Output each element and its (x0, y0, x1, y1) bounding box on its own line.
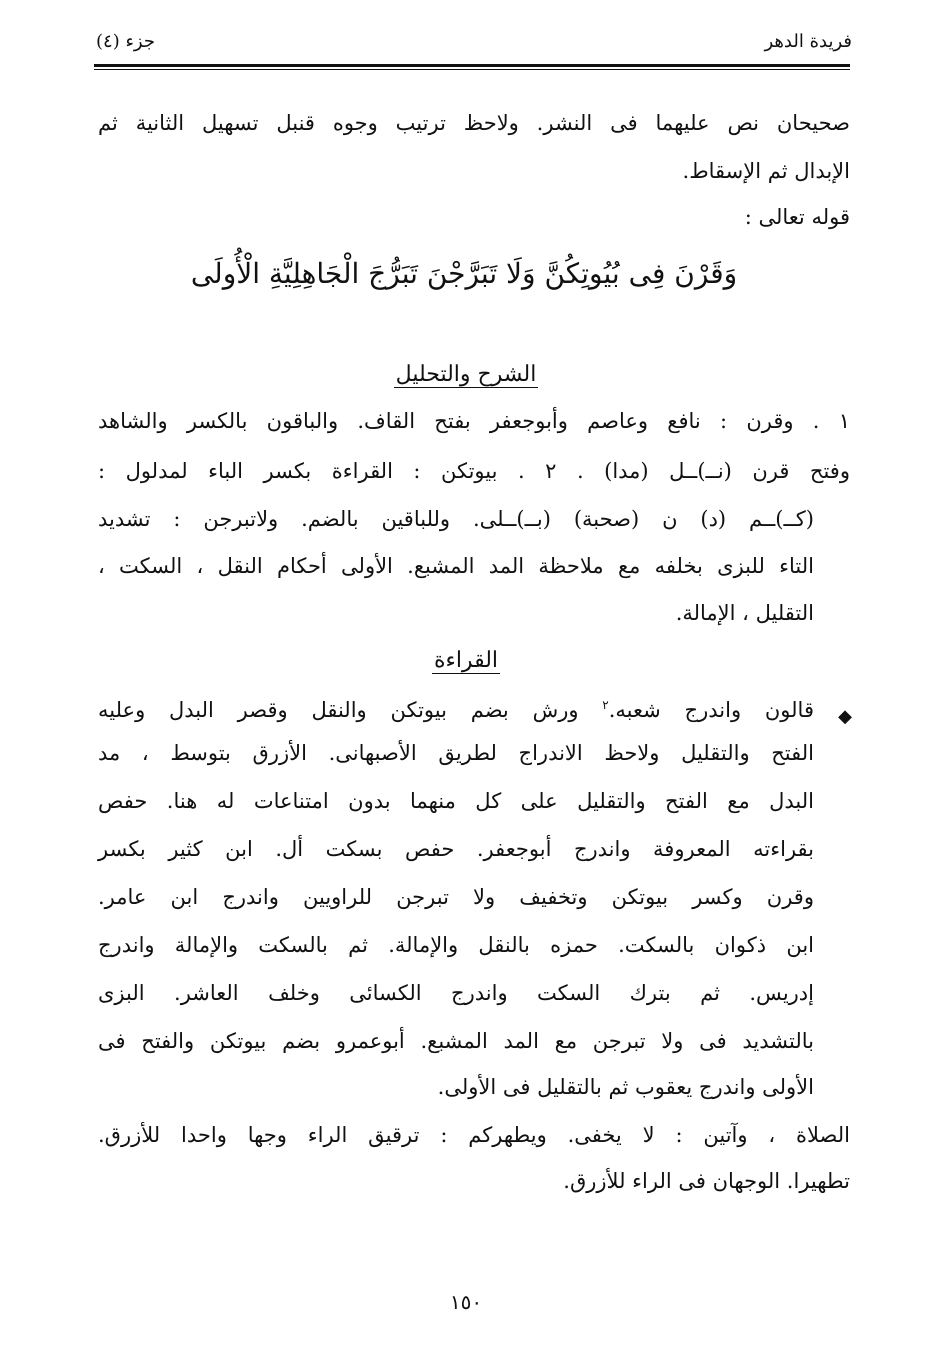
analysis-line: التاء للبزى بخلفه مع ملاحظة المد المشبع. الأولى أحكام النقل ، السكت ، (98, 554, 814, 578)
reading-line: بالتشديد فى ولا تبرجن مع المد المشبع. أبوعمرو بضم بيوتكن والفتح فى (98, 1029, 814, 1053)
section-title-reading-text: القراءة (433, 648, 499, 673)
reading-line: وقرن وكسر بيوتكن وتخفيف ولا تبرجن للراويين واندرج ابن عامر. (98, 885, 814, 909)
section-title-analysis (0, 358, 932, 392)
section-title-analysis-text: الشرح والتحليل (395, 362, 537, 387)
reading-line: بقراءته المعروفة واندرج أبوجعفر. حفص بسكت أل. ابن كثير بكسر (98, 837, 814, 861)
diamond-bullet-icon: ◆ (838, 706, 852, 727)
footnote-marker: ٢ (602, 698, 609, 712)
reading-line (98, 688, 814, 727)
analysis-line: التقليل ، الإمالة. (675, 601, 814, 625)
reading-line: البدل مع الفتح والتقليل على كل منهما بدون امتناعات له هنا. حفص (98, 789, 814, 813)
header-rule-thin (94, 69, 850, 70)
part-label: جزء (٤) (96, 31, 155, 52)
closing-line: تطهيرا. الوجهان فى الراء للأزرق. (563, 1169, 850, 1193)
closing-line: الصلاة ، وآتين : لا يخفى. ويطهركم : ترقيق الراء وجها واحدا للأزرق. (98, 1123, 850, 1147)
reading-first-text-cont: ورش بضم بيوتكن والنقل وقصر البدل وعليه (98, 698, 603, 722)
page-number: ١٥٠ (449, 1290, 483, 1314)
reading-first-text: قالون واندرج شعبه. (608, 698, 814, 722)
analysis-line: ١ . وقرن : نافع وعاصم وأبوجعفر بفتح القاف. والباقون بالكسر والشاهد (98, 409, 850, 433)
book-title: فريدة الدهر (764, 31, 852, 52)
section-title-reading (0, 644, 932, 678)
analysis-line: وفتح قرن (نــ)ــل (مدا) . ٢ . بيوتكن : القراءة بكسر الباء لمدلول : (98, 459, 850, 483)
reading-line: الأولى واندرج يعقوب ثم بالتقليل فى الأولى. (437, 1075, 814, 1099)
intro-line: صحيحان نص عليهما فى النشر. ولاحظ ترتيب وجوه قنبل تسهيل الثانية ثم (98, 111, 850, 135)
verse-intro: قوله تعالى : (744, 205, 850, 229)
header-rule (94, 64, 850, 67)
intro-line: الإبدال ثم الإسقاط. (682, 159, 850, 183)
analysis-line: (كــ)ــم (د) ن (صحبة) (بــ)ــلى. وللباقين بالضم. ولاتبرجن : تشديد (98, 507, 814, 531)
reading-line: ابن ذكوان بالسكت. حمزه بالنقل والإمالة. ثم بالسكت والإمالة واندرج (98, 933, 814, 957)
quran-verse: وَقَرْنَ فِى بُيُوتِكُنَّ وَلَا تَبَرَّجْنَ تَبَرُّجَ الْجَاهِلِيَّةِ الْأُولَى (190, 257, 738, 290)
reading-line: إدريس. ثم بترك السكت واندرج الكسائى وخلف العاشر. البزى (98, 981, 814, 1005)
reading-line: الفتح والتقليل ولاحظ الاندراج لطريق الأصبهانى. الأزرق بتوسط ، مد (98, 741, 814, 765)
